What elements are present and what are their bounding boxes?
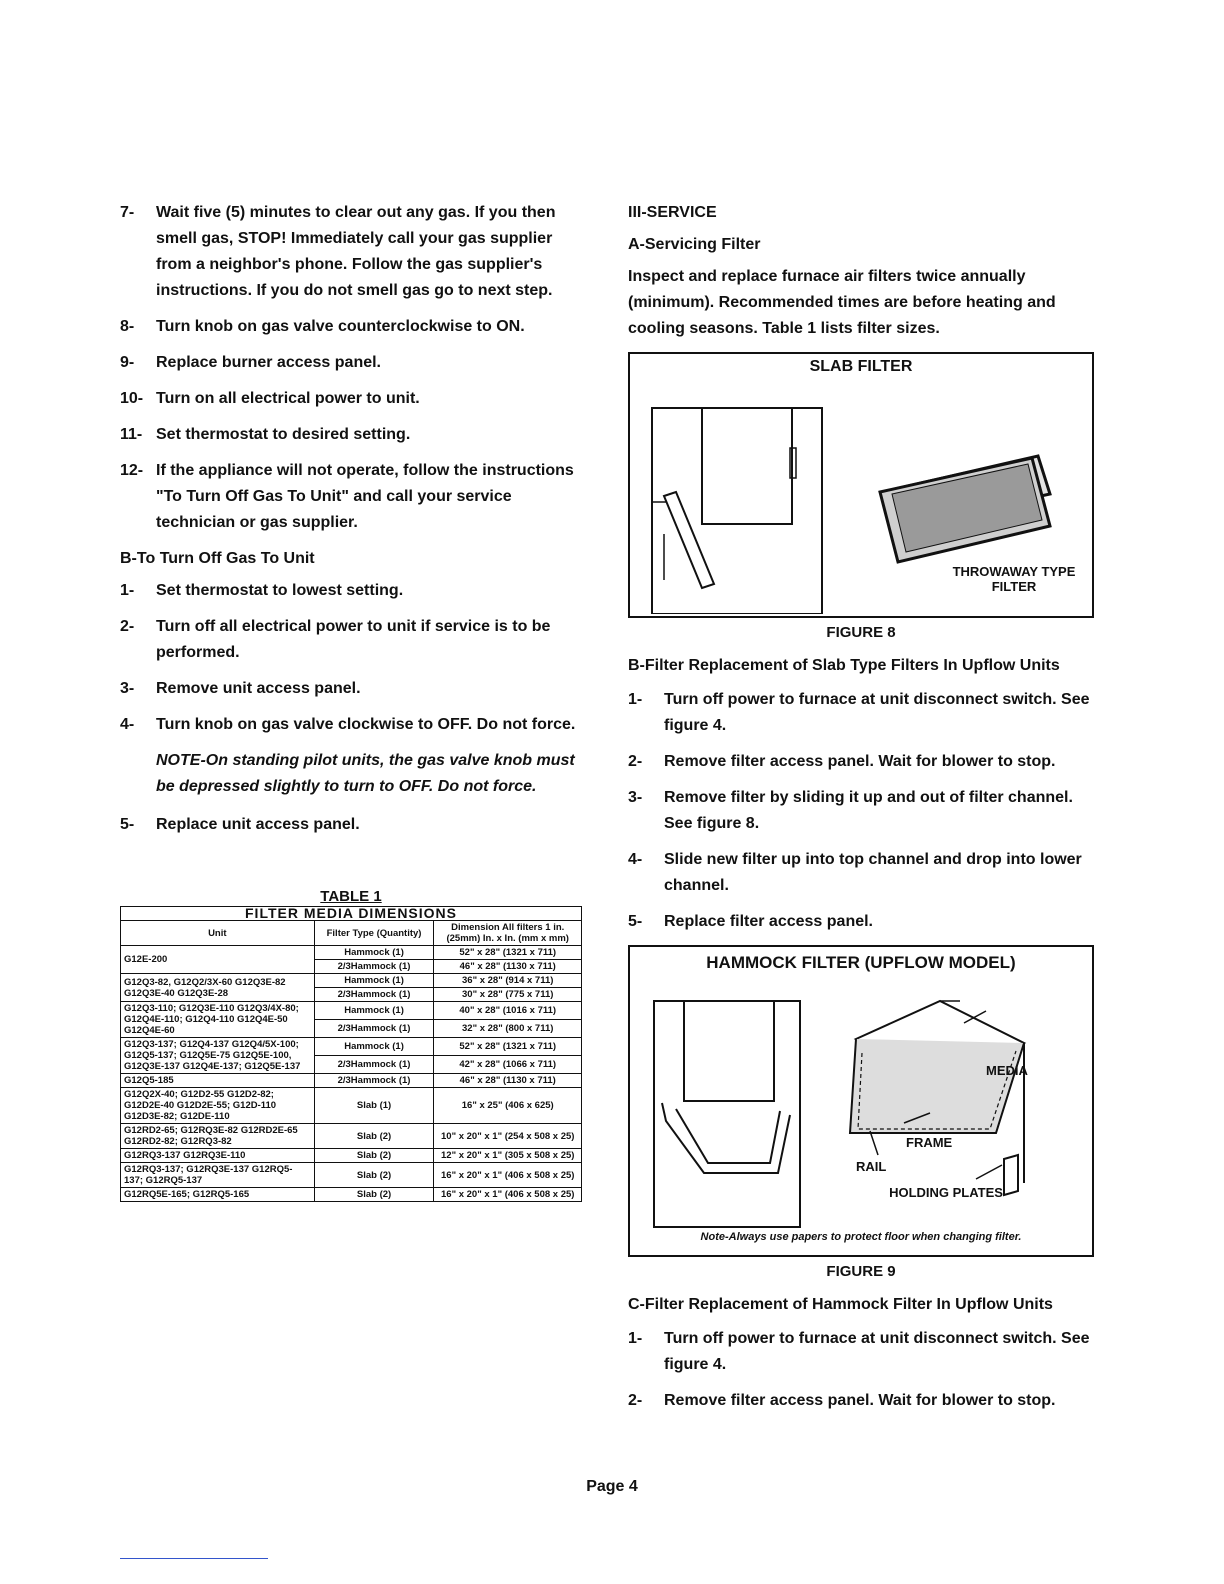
step-b5 <box>120 812 590 838</box>
table-row <box>121 1088 582 1124</box>
table-row <box>121 1002 582 1020</box>
step-item <box>120 712 590 738</box>
filter-media-table <box>120 906 582 1202</box>
step-item <box>120 458 590 536</box>
rail-label: RAIL <box>856 1159 887 1174</box>
filter-type-cell: Slab (1) <box>314 1088 434 1124</box>
filter-type-cell: Slab (2) <box>314 1124 434 1149</box>
step-item <box>628 909 1094 935</box>
step-number: 4- <box>628 851 643 868</box>
table-row <box>121 1074 582 1088</box>
step-item <box>628 1326 1094 1378</box>
step-text: Set thermostat to desired setting. <box>156 426 411 443</box>
filter-type-cell: Hammock (1) <box>314 1002 434 1020</box>
step-number: 3- <box>120 680 135 697</box>
servicing-filter-title: A-Servicing Filter <box>628 236 761 253</box>
step-item <box>120 422 590 448</box>
table-row <box>121 1188 582 1202</box>
step-item <box>628 687 1094 739</box>
frame-label: FRAME <box>906 1135 953 1150</box>
figure-9 <box>628 945 1094 1257</box>
dimension-cell: 10" x 20" x 1" (254 x 508 x 25) <box>434 1124 582 1149</box>
media-label: MEDIA <box>986 1063 1028 1078</box>
step-number: 3- <box>628 789 643 806</box>
steps-b-list <box>120 578 590 738</box>
unit-cell: G12Q3-110; G12Q3E-110 G12Q3/4X-80; G12Q4E-110; G12Q4-110 G12Q4E-50 G12Q4E-60 <box>121 1002 315 1038</box>
standing-pilot-note: NOTE-On standing pilot units, the gas valve knob must be depressed slightly to turn to OFF. Do not force. <box>156 752 575 795</box>
unit-cell: G12Q3-137; G12Q4-137 G12Q4/5X-100; G12Q5-137; G12Q5E-75 G12Q5E-100, G12Q3E-137 G12Q4E-137; G12Q5E-137 <box>121 1038 315 1074</box>
service-title: III-SERVICE <box>628 204 717 221</box>
unit-cell: G12E-200 <box>121 946 315 974</box>
step-number: 9- <box>120 354 135 371</box>
dimension-cell: 40" x 28" (1016 x 711) <box>434 1002 582 1020</box>
table-row <box>121 1149 582 1163</box>
unit-cell: G12RQ3-137 G12RQ3E-110 <box>121 1149 315 1163</box>
unit-cell: G12RQ5E-165; G12RQ5-165 <box>121 1188 315 1202</box>
filter-type-cell: 2/3Hammock (1) <box>314 1074 434 1088</box>
step-text: Replace filter access panel. <box>664 913 873 930</box>
step-number: 5- <box>628 913 643 930</box>
step-item <box>628 749 1094 775</box>
step-number: 10- <box>120 390 144 407</box>
slab-steps-list <box>628 687 1094 935</box>
step-text: Replace burner access panel. <box>156 354 381 371</box>
step-number: 4- <box>120 716 135 733</box>
step-item <box>120 578 590 604</box>
filter-type-cell: Slab (2) <box>314 1149 434 1163</box>
table-row <box>121 946 582 960</box>
left-column <box>120 200 590 848</box>
slab-replacement-title: B-Filter Replacement of Slab Type Filters In Upflow Units <box>628 657 1060 674</box>
step-item <box>120 200 590 304</box>
step-number: 1- <box>628 1330 643 1347</box>
filter-type-cell: Slab (2) <box>314 1188 434 1202</box>
filter-type-cell: 2/3Hammock (1) <box>314 1020 434 1038</box>
step-number: 8- <box>120 318 135 335</box>
step-text: Turn off power to furnace at unit disconnect switch. See figure 4. <box>664 691 1090 734</box>
step-text: Set thermostat to lowest setting. <box>156 582 404 599</box>
dimension-cell: 32" x 28" (800 x 711) <box>434 1020 582 1038</box>
filter-type-cell: 2/3Hammock (1) <box>314 960 434 974</box>
step-text: Slide new filter up into top channel and drop into lower channel. <box>664 851 1082 894</box>
unit-cell: G12RQ3-137; G12RQ3E-137 G12RQ5-137; G12RQ5-137 <box>121 1163 315 1188</box>
step-number: 7- <box>120 204 135 221</box>
step-number: 1- <box>628 691 643 708</box>
step-number: 5- <box>120 816 135 833</box>
step-text: Turn knob on gas valve counterclockwise to ON. <box>156 318 525 335</box>
table-row <box>121 974 582 988</box>
filter-type-cell: Hammock (1) <box>314 1038 434 1056</box>
step-text: Turn off all electrical power to unit if service is to be performed. <box>156 618 551 661</box>
figure-9-title: HAMMOCK FILTER (UPFLOW MODEL) <box>706 953 1016 972</box>
step-item <box>120 314 590 340</box>
step-text: If the appliance will not operate, follow the instructions "To Turn Off Gas To Unit" and call your service technician or gas supplier. <box>156 462 574 531</box>
steps-a-list <box>120 200 590 536</box>
dimension-cell: 36" x 28" (914 x 711) <box>434 974 582 988</box>
step-text: Turn off power to furnace at unit disconnect switch. See figure 4. <box>664 1330 1090 1373</box>
dimension-cell: 42" x 28" (1066 x 711) <box>434 1056 582 1074</box>
holding-plates-label: HOLDING PLATES <box>889 1185 1003 1200</box>
dimension-cell: 12" x 20" x 1" (305 x 508 x 25) <box>434 1149 582 1163</box>
dimension-cell: 46" x 28" (1130 x 711) <box>434 1074 582 1088</box>
right-column <box>628 200 1094 1424</box>
page-number: Page 4 <box>586 1478 638 1495</box>
step-item <box>120 614 590 666</box>
hammock-steps-list <box>628 1326 1094 1414</box>
col-header-dim: Dimension All filters 1 in. (25mm) In. x In. (mm x mm) <box>434 921 582 946</box>
figure-8 <box>628 352 1094 618</box>
step-text: Turn on all electrical power to unit. <box>156 390 420 407</box>
step-text: Remove unit access panel. <box>156 680 361 697</box>
col-header-unit: Unit <box>121 921 315 946</box>
hammock-replacement-title: C-Filter Replacement of Hammock Filter In Upflow Units <box>628 1296 1053 1313</box>
table-caption: FILTER MEDIA DIMENSIONS <box>121 907 582 921</box>
unit-cell: G12Q2X-40; G12D2-55 G12D2-82; G12D2E-40 G12D2E-55; G12D-110 G12D3E-82; G12DE-110 <box>121 1088 315 1124</box>
table-row <box>121 1038 582 1056</box>
unit-cell: G12Q5-185 <box>121 1074 315 1088</box>
dimension-cell: 30" x 28" (775 x 711) <box>434 988 582 1002</box>
table-row <box>121 1163 582 1188</box>
filter-type-cell: Hammock (1) <box>314 946 434 960</box>
table-row <box>121 1124 582 1149</box>
step-number: 2- <box>628 753 643 770</box>
hammock-filter-illustration <box>630 983 1092 1233</box>
step-number: 2- <box>628 1392 643 1409</box>
throwaway-filter-label: THROWAWAY TYPE FILTER <box>952 564 1076 594</box>
step-item <box>120 386 590 412</box>
step-text: Remove filter by sliding it up and out of filter channel. See figure 8. <box>664 789 1073 832</box>
step-text: Remove filter access panel. Wait for blower to stop. <box>664 1392 1056 1409</box>
step-number: 1- <box>120 582 135 599</box>
figure-8-caption: FIGURE 8 <box>826 624 896 641</box>
unit-cell: G12RD2-65; G12RQ3E-82 G12RD2E-65 G12RD2-82; G12RQ3-82 <box>121 1124 315 1149</box>
section-b-title: B-To Turn Off Gas To Unit <box>120 550 315 567</box>
dimension-cell: 16" x 20" x 1" (406 x 508 x 25) <box>434 1163 582 1188</box>
filter-type-cell: Slab (2) <box>314 1163 434 1188</box>
dimension-cell: 46" x 28" (1130 x 711) <box>434 960 582 974</box>
col-header-type: Filter Type (Quantity) <box>314 921 434 946</box>
footer-rule <box>120 1558 268 1559</box>
step-number: 2- <box>120 618 135 635</box>
step-text: Turn knob on gas valve clockwise to OFF. Do not force. <box>156 716 576 733</box>
step-text: Remove filter access panel. Wait for blower to stop. <box>664 753 1056 770</box>
step-item <box>628 1388 1094 1414</box>
step-number: 11- <box>120 426 143 443</box>
step-item <box>120 350 590 376</box>
dimension-cell: 52" x 28" (1321 x 711) <box>434 1038 582 1056</box>
dimension-cell: 52" x 28" (1321 x 711) <box>434 946 582 960</box>
servicing-filter-text: Inspect and replace furnace air filters twice annually (minimum). Recommended times are before heating and cooling seasons. Table 1 lists filter sizes. <box>628 268 1056 337</box>
dimension-cell: 16" x 20" x 1" (406 x 508 x 25) <box>434 1188 582 1202</box>
step-item <box>628 847 1094 899</box>
filter-type-cell: Hammock (1) <box>314 974 434 988</box>
filter-type-cell: 2/3Hammock (1) <box>314 988 434 1002</box>
step-item <box>120 676 590 702</box>
unit-cell: G12Q3-82, G12Q2/3X-60 G12Q3E-82 G12Q3E-40 G12Q3E-28 <box>121 974 315 1002</box>
dimension-cell: 16" x 25" (406 x 625) <box>434 1088 582 1124</box>
filter-type-cell: 2/3Hammock (1) <box>314 1056 434 1074</box>
step-text: Wait five (5) minutes to clear out any gas. If you then smell gas, STOP! Immediately call your gas supplier from a neighbor's phone. Follow the gas supplier's instructions. If you do not smell gas go to next step. <box>156 204 556 299</box>
step-text: Replace unit access panel. <box>156 816 360 833</box>
table-title: TABLE 1 <box>320 888 382 905</box>
figure-8-title: SLAB FILTER <box>809 358 913 375</box>
figure-9-caption: FIGURE 9 <box>826 1263 896 1280</box>
step-item <box>628 785 1094 837</box>
step-number: 12- <box>120 462 144 479</box>
figure-9-note: Note-Always use papers to protect floor when changing filter. <box>700 1231 1022 1243</box>
